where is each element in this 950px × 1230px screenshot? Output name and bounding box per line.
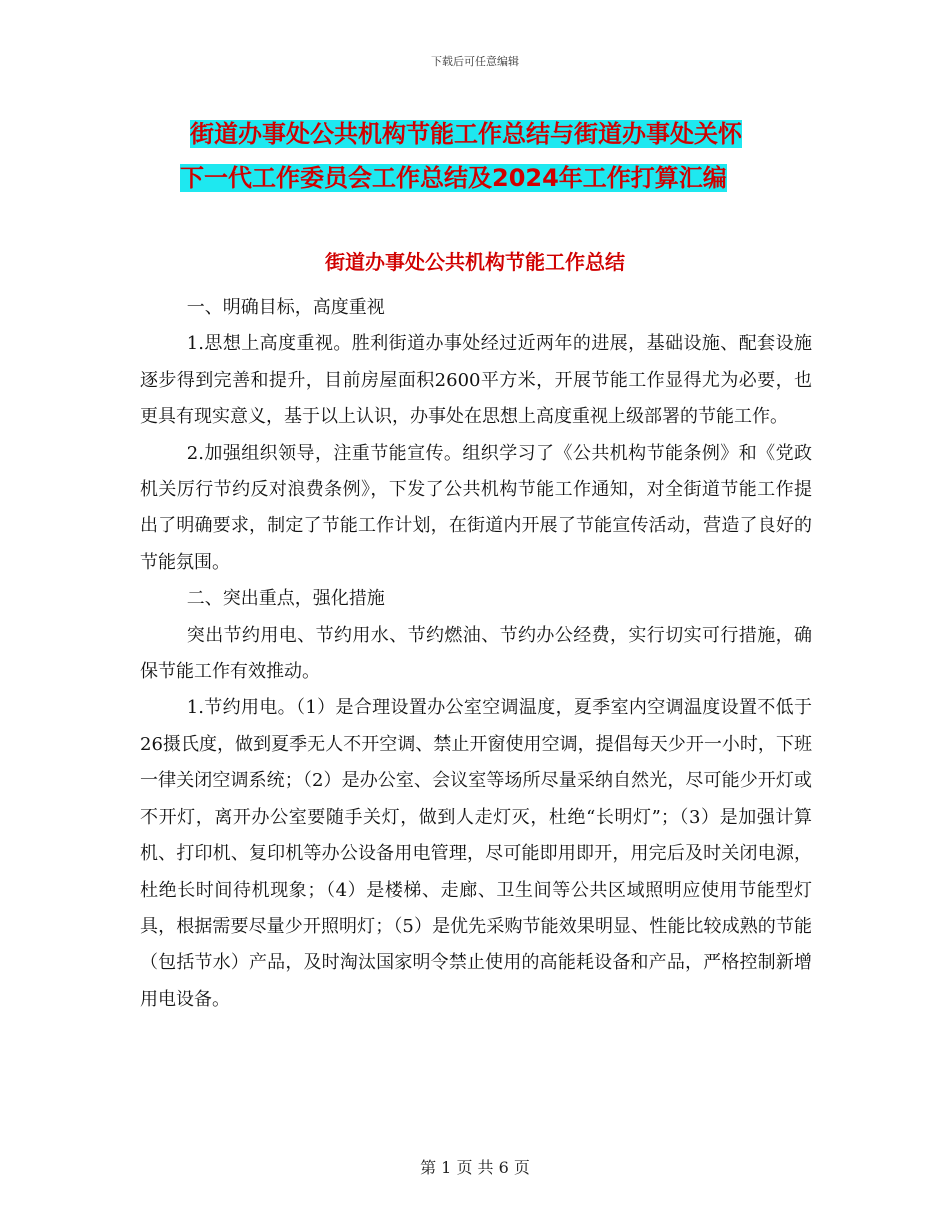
- page-number: 第 1 页 共 6 页: [420, 1158, 530, 1177]
- title-line-1-text: 街道办事处公共机构节能工作总结与街道办事处关怀: [190, 120, 742, 148]
- title-line-1: [140, 112, 820, 156]
- paragraph: 1.节约用电。（1）是合理设置办公室空调温度，夏季室内空调温度设置不低于26摄氏度，做到夏季无人不开空调、禁止开窗使用空调，提倡每天少开一小时，下班一律关闭空调系统；（2）是办公室、会议室等场所尽量采纳自然光，尽可能少开灯或不开灯，离开办公室要随手关灯，做到人走灯灭，杜绝“长明灯”；（3）是加强计算机、打印机、复印机等办公设备用电管理，尽可能即用即开，用完后及时关闭电源，杜绝长时间待机现象；（4）是楼梯、走廊、卫生间等公共区域照明应使用节能型灯具，根据需要尽量少开照明灯；（5）是优先采购节能效果明显、性能比较成熟的节能（包括节水）产品，及时淘汰国家明令禁止使用的高能耗设备和产品，严格控制新增用电设备。: [140, 697, 812, 1010]
- header-note: 下载后可任意编辑: [431, 55, 519, 68]
- paragraph: 2.加强组织领导，注重节能宣传。组织学习了《公共机构节能条例》和《党政机关厉行节约反对浪费条例》，下发了公共机构节能工作通知，对全街道节能工作提出了明确要求，制定了节能工作计划，在街道内开展了节能宣传活动，营造了良好的节能氛围。: [140, 442, 812, 573]
- heading-1: 一、明确目标，高度重视: [186, 297, 385, 318]
- heading-2: 二、突出重点，强化措施: [186, 588, 385, 610]
- title-line-2: [140, 156, 820, 200]
- paragraph: 突出节约用电、节约用水、节约燃油、节约办公经费，实行切实可行措施，确保节能工作有效推动。: [140, 624, 812, 683]
- document-title: [140, 112, 820, 200]
- section-title: 街道办事处公共机构节能工作总结: [325, 250, 625, 274]
- title-line-2-text: 下一代工作委员会工作总结及2024年工作打算汇编: [180, 164, 727, 192]
- paragraph: 1.思想上高度重视。胜利街道办事处经过近两年的进展，基础设施、配套设施逐步得到完善和提升，目前房屋面积2600平方米，开展节能工作显得尤为必要，也更具有现实意义，基于以上认识，办事处在思想上高度重视上级部署的节能工作。: [140, 333, 812, 428]
- document-body: [140, 290, 812, 1018]
